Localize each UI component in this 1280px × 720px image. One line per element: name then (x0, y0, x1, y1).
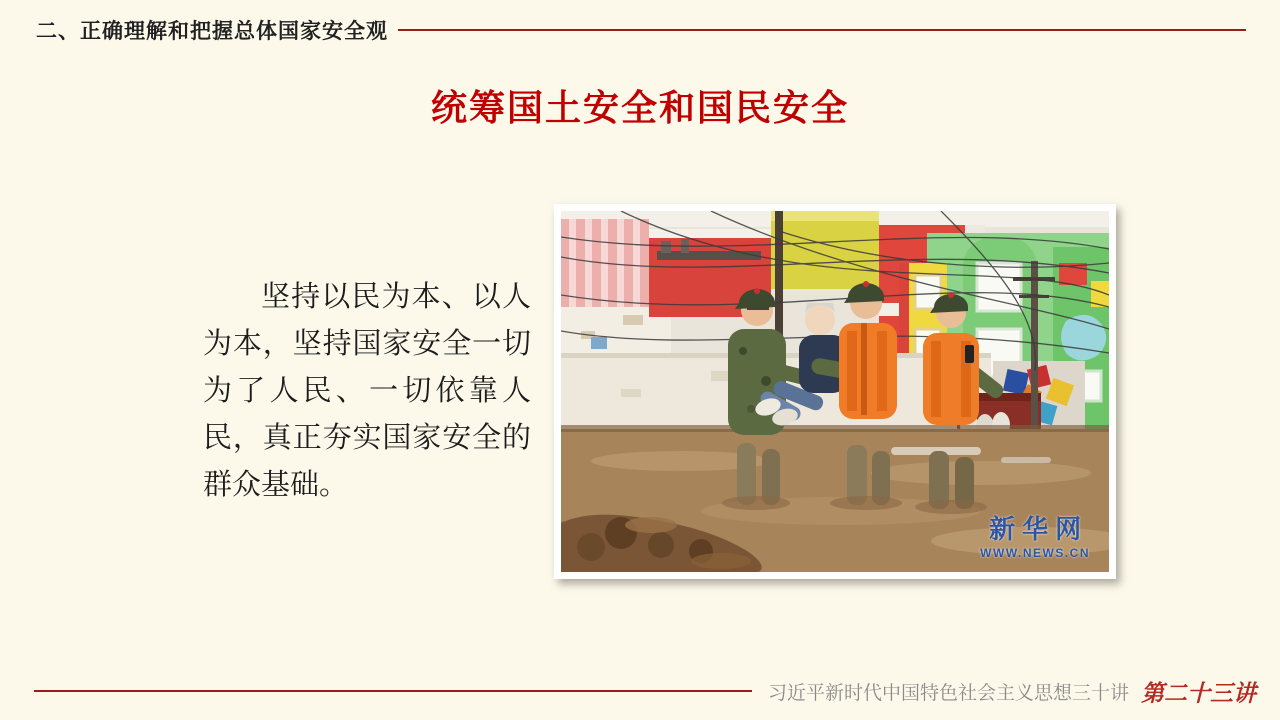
footer-rule (34, 690, 752, 692)
xinhua-watermark (980, 516, 1090, 559)
footer-episode-label: 第二十三讲 (1141, 680, 1256, 706)
page-title: 统筹国土安全和国民安全 (430, 87, 849, 128)
slide-footer (34, 678, 1256, 704)
body-paragraph: 坚持以民为本、以人为本，坚持国家安全一切为了人民、一切依靠人民，真正夯实国家安全的群众基础。 (203, 281, 531, 501)
news-photo-flood-rescue (554, 204, 1116, 579)
slide-header (36, 16, 1246, 44)
xinhua-url-text: WWW.NEWS.CN (980, 546, 1090, 560)
section-heading: 二、正确理解和把握总体国家安全观 (36, 20, 388, 43)
footer-series-title: 习近平新时代中国特色社会主义思想三十讲 (767, 682, 1129, 704)
rescue-figures (722, 281, 1006, 514)
header-rule (398, 29, 1246, 31)
xinhua-logo-text: 新华网 (989, 514, 1089, 544)
